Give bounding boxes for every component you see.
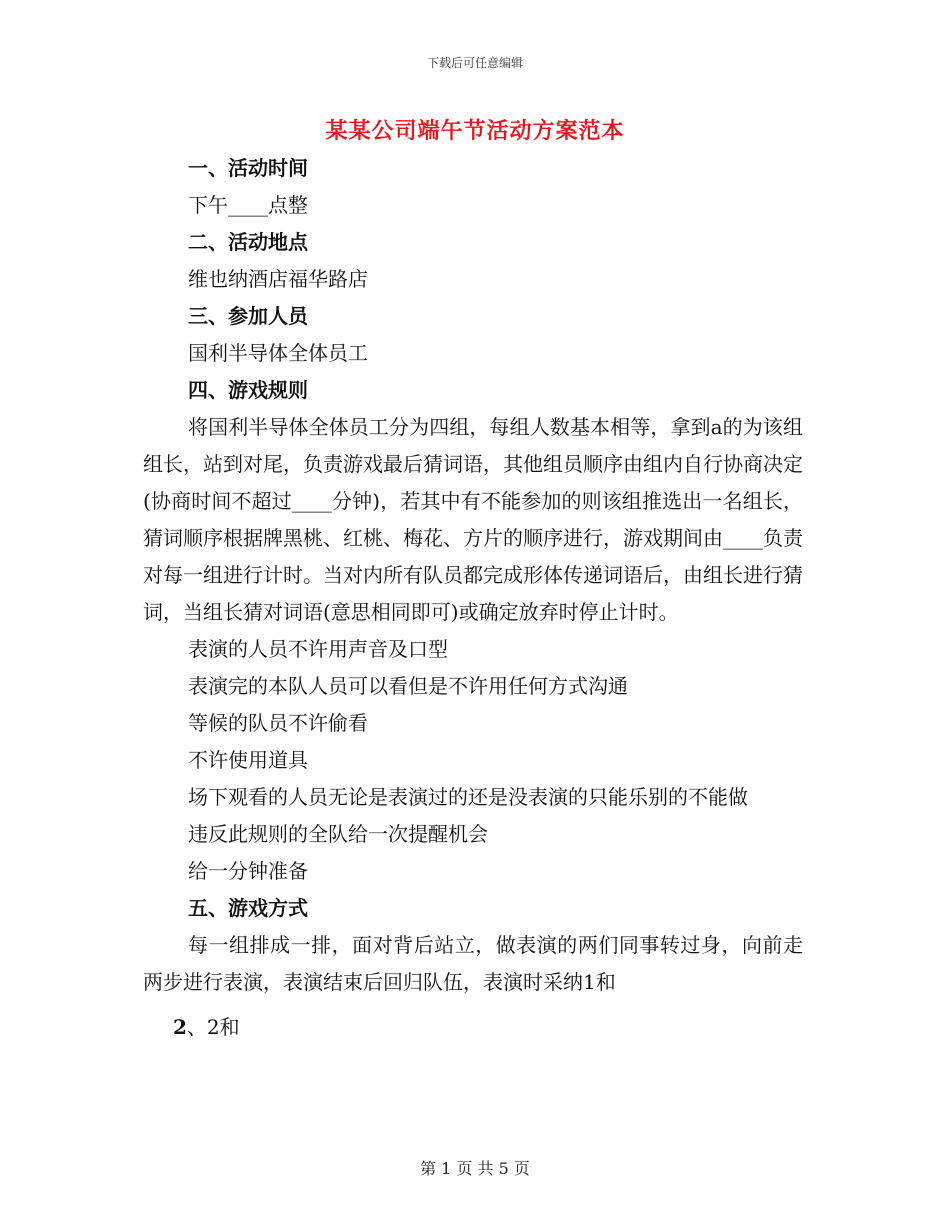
section-heading-place: 二、活动地点 [188, 230, 308, 254]
method-sub-text: 、2和 [186, 1015, 240, 1039]
document-title: 某某公司端午节活动方案范本 [325, 118, 625, 144]
method-sub-number: 2 [173, 1015, 187, 1039]
section-body-participants: 国利半导体全体员工 [188, 341, 368, 365]
rule-item: 给一分钟准备 [188, 859, 308, 883]
spacer [143, 1001, 803, 1009]
section-body-time: 下午____点整 [188, 193, 308, 217]
section-heading-time: 一、活动时间 [188, 156, 308, 180]
section-body-place: 维也纳酒店福华路店 [188, 267, 368, 291]
document-body [143, 150, 803, 1046]
page-number-footer: 第 1 页 共 5 页 [420, 1159, 530, 1178]
rule-item: 表演完的本队人员可以看但是不许用任何方式沟通 [188, 674, 628, 698]
rule-item: 场下观看的人员无论是表演过的还是没表演的只能乐别的不能做 [188, 785, 748, 809]
rule-item: 等候的队员不许偷看 [188, 711, 368, 735]
section-heading-method: 五、游戏方式 [188, 896, 308, 920]
page-header-note: 下载后可任意编辑 [426, 56, 523, 70]
rule-item: 不许使用道具 [188, 748, 308, 772]
section-heading-participants: 三、参加人员 [188, 304, 308, 328]
rule-item: 表演的人员不许用声音及口型 [188, 637, 448, 661]
method-paragraph: 每一组排成一排，面对背后站立，做表演的两们同事转过身，向前走两步进行表演，表演结束后回归队伍，表演时采纳1和 [143, 933, 803, 994]
rule-item: 违反此规则的全队给一次提醒机会 [188, 822, 488, 846]
section-heading-rules: 四、游戏规则 [188, 378, 308, 402]
method-sub-item [143, 1009, 803, 1046]
rules-paragraph: 将国利半导体全体员工分为四组，每组人数基本相等，拿到a的为该组组长，站到对尾，负责游戏最后猜词语，其他组员顺序由组内自行协商决定(协商时间不超过____分钟)，若其中有不能参加的则该组推选出一名组长，猜词顺序根据牌黑桃、红桃、梅花、方片的顺序进行，游戏期间由____负责对每一组进行计时。当对内所有队员都完成形体传递词语后，由组长进行猜词，当组长猜对词语(意思相同即可)或确定放弃时停止计时。 [143, 415, 803, 624]
